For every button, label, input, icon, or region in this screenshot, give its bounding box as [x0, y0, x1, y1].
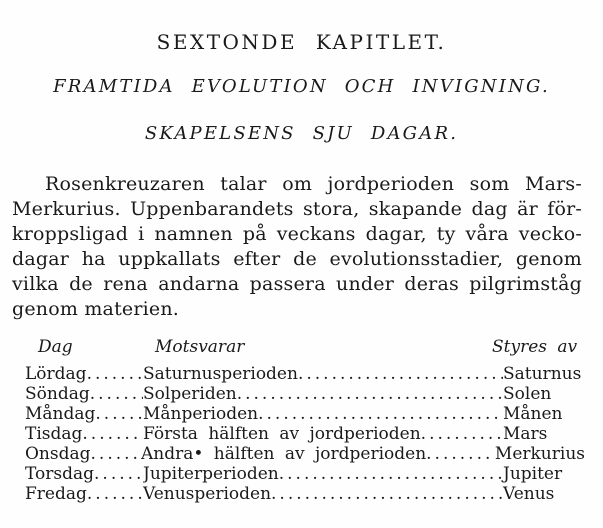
table-cell-period: Solperiden: [143, 384, 237, 404]
dot-leader: [87, 364, 143, 384]
dot-leader: [87, 484, 143, 504]
table-cell-day: Tisdag: [25, 424, 83, 444]
dot-leader: [237, 384, 503, 404]
table-cell-ruler: Jupiter: [503, 464, 563, 484]
table-row: [25, 364, 585, 384]
dot-leader: [279, 464, 503, 484]
table-row: [25, 424, 585, 444]
table-row: [25, 404, 585, 424]
paragraph-line: vilka de rena andarna passera under deras pilgrimståg: [12, 273, 582, 295]
dot-leader: [90, 384, 143, 404]
table-cell-day: Fredag: [25, 484, 87, 504]
table-cell-ruler: Solen: [503, 384, 552, 404]
table-header-day: Dag: [38, 337, 73, 357]
dot-leader: [426, 444, 495, 464]
table-header-row: [25, 337, 585, 357]
table-cell-period: Första hälften av jordperioden: [143, 424, 421, 444]
dot-leader: [271, 484, 503, 504]
chapter-title: SEXTONDE KAPITLET.: [156, 30, 447, 54]
table-cell-ruler: Månen: [503, 404, 563, 424]
table-cell-ruler: Mars: [503, 424, 548, 444]
table-cell-day: Söndag: [25, 384, 90, 404]
table-cell-day: Torsdag: [25, 464, 95, 484]
paragraph-line: Merkurius. Uppenbarandets stora, skapande dag är för-: [12, 198, 582, 220]
table-row: [25, 484, 585, 504]
dot-leader: [421, 424, 503, 444]
paragraph-line: kroppsligad i namnen på veckans dagar, ty våra vecko-: [12, 223, 582, 245]
weekday-table: [25, 337, 585, 504]
table-cell-day: Onsdag: [25, 444, 91, 464]
table-cell-day: Lördag: [25, 364, 87, 384]
section-title: SKAPELSENS SJU DAGAR.: [144, 123, 459, 144]
dot-leader: [95, 404, 143, 424]
table-cell-day: Måndag: [25, 404, 96, 424]
table-cell-period: Andra• hälften av jordperioden: [141, 444, 427, 464]
table-header-corresponds: Motsvarar: [155, 337, 245, 357]
dot-leader: [298, 364, 503, 384]
table-row: [25, 384, 585, 404]
table-cell-period: Venusperioden: [143, 484, 272, 504]
table-cell-ruler: Merkurius: [494, 444, 585, 464]
dot-leader: [94, 464, 143, 484]
paragraph-line: genom materien.: [12, 298, 180, 320]
table-cell-period: Månperioden: [143, 404, 259, 424]
dot-leader: [91, 444, 141, 464]
paragraph-line: dagar ha uppkallats efter de evolutionsstadier, genom: [12, 248, 582, 270]
dot-leader: [82, 424, 143, 444]
table-cell-ruler: Venus: [503, 484, 555, 504]
table-cell-ruler: Saturnus: [503, 364, 582, 384]
table-row: [25, 444, 585, 464]
body-paragraph: [12, 172, 582, 322]
dot-leader: [258, 404, 503, 424]
table-cell-period: Jupiterperioden: [143, 464, 279, 484]
chapter-subtitle: FRAMTIDA EVOLUTION OCH INVIGNING.: [53, 76, 550, 97]
table-header-ruled-by: Styres av: [492, 337, 578, 357]
table-cell-period: Saturnusperioden: [143, 364, 298, 384]
table-row: [25, 464, 585, 484]
paragraph-line: Rosenkreuzaren talar om jordperioden som Mars-: [45, 173, 582, 195]
